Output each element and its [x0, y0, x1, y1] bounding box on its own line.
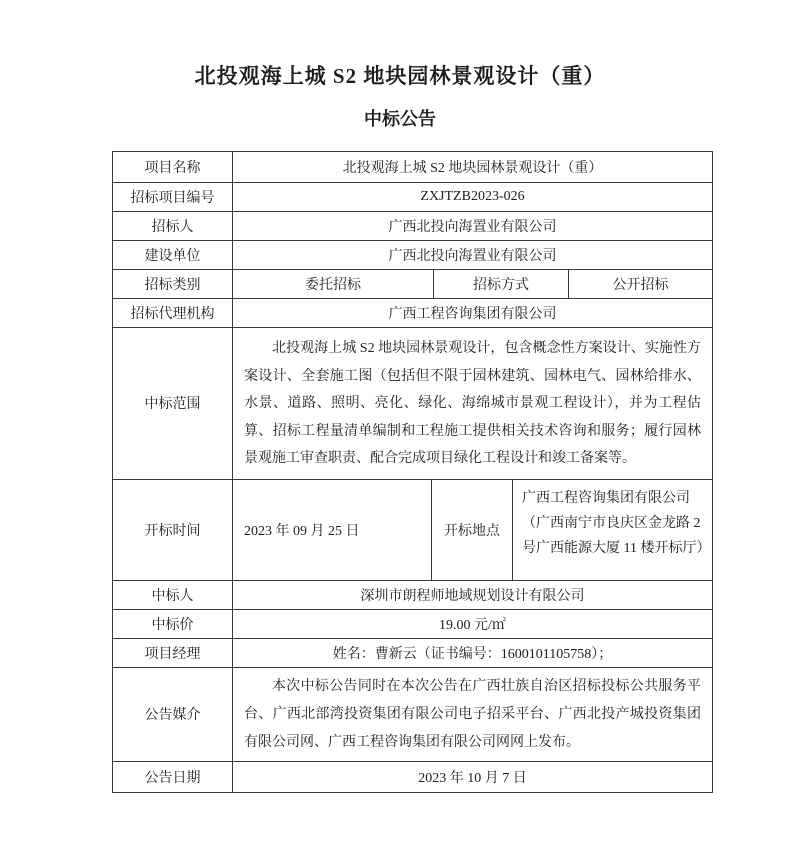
cell-label-bid-opening-time: 开标时间 — [113, 480, 233, 580]
row-construction-unit — [113, 241, 712, 270]
cell-label-construction-unit: 建设单位 — [113, 241, 233, 269]
cell-label-tender-no: 招标项目编号 — [113, 183, 233, 211]
cell-value-tender-method: 公开招标 — [612, 278, 669, 293]
cell-label-project-name: 项目名称 — [113, 152, 233, 182]
cell-label-tender-method: 招标方式 — [434, 270, 569, 298]
document-title: 北投观海上城 S2 地块园林景观设计（重） — [194, 64, 606, 88]
cell-value-tender-no: ZXJTZB2023-026 — [420, 189, 525, 204]
row-tender-no — [113, 183, 712, 212]
row-award-scope — [113, 328, 712, 480]
cell-label-agency: 招标代理机构 — [113, 299, 233, 327]
cell-label-tenderer: 招标人 — [113, 212, 233, 240]
cell-value-announcement-media: 本次中标公告同时在本次公告在广西壮族自治区招标投标公共服务平台、广西北部湾投资集团有限公司电子招采平台、广西北投产城投资集团有限公司网、广西工程咨询集团有限公司网网上发布。 — [244, 678, 701, 750]
document-subtitle: 中标公告 — [364, 109, 436, 129]
announcement-table — [112, 151, 713, 793]
cell-value-award-scope: 北投观海上城 S2 地块园林景观设计，包含概念性方案设计、实施性方案设计、全套施工图（包括但不限于园林建筑、园林电气、园林给排水、水景、道路、照明、亮化、绿化、海绵城市景观工程设计），并为工程估算、招标工程量清单编制和工程施工提供相关技术咨询和服务；履行园林景观施工审查职责、配合完成项目绿化工程设计和竣工备案等。 — [244, 341, 701, 466]
cell-label-winning-price: 中标价 — [113, 610, 233, 638]
cell-label-announcement-date: 公告日期 — [113, 762, 233, 792]
row-agency — [113, 299, 712, 328]
cell-value-agency: 广西工程咨询集团有限公司 — [388, 307, 557, 322]
cell-label-project-manager: 项目经理 — [113, 639, 233, 667]
cell-label-winner: 中标人 — [113, 581, 233, 609]
cell-value-tenderer: 广西北投向海置业有限公司 — [388, 220, 557, 235]
cell-value-project-name: 北投观海上城 S2 地块园林景观设计（重） — [342, 161, 603, 176]
row-winning-price — [113, 610, 712, 639]
row-project-manager — [113, 639, 712, 668]
cell-value-bid-opening-time: 2023 年 09 月 25 日 — [233, 480, 432, 580]
row-project-name — [113, 152, 712, 183]
cell-value-announcement-date: 2023 年 10 月 7 日 — [418, 770, 527, 786]
cell-value-winner: 深圳市朗程师地域规划设计有限公司 — [360, 588, 585, 604]
cell-value-construction-unit: 广西北投向海置业有限公司 — [388, 249, 557, 264]
row-bid-opening — [113, 480, 712, 581]
cell-label-award-scope: 中标范围 — [113, 328, 233, 479]
cell-value-tender-category: 委托招标 — [233, 270, 434, 298]
cell-value-bid-opening-place: 广西工程咨询集团有限公司（广西南宁市良庆区金龙路 2 号广西能源大厦 11 楼开标厅） — [522, 490, 711, 556]
row-announcement-date — [113, 762, 712, 792]
row-winner — [113, 581, 712, 610]
cell-label-announcement-media: 公告媒介 — [113, 668, 233, 761]
cell-value-project-manager: 姓名：曹新云（证书编号：1600101105758）； — [332, 646, 613, 662]
row-tender-category — [113, 270, 712, 299]
cell-value-winning-price: 19.00 元/㎡ — [439, 617, 506, 633]
cell-label-bid-opening-place: 开标地点 — [432, 480, 513, 580]
cell-label-tender-category: 招标类别 — [113, 270, 233, 298]
row-tenderer — [113, 212, 712, 241]
row-announcement-media — [113, 668, 712, 762]
